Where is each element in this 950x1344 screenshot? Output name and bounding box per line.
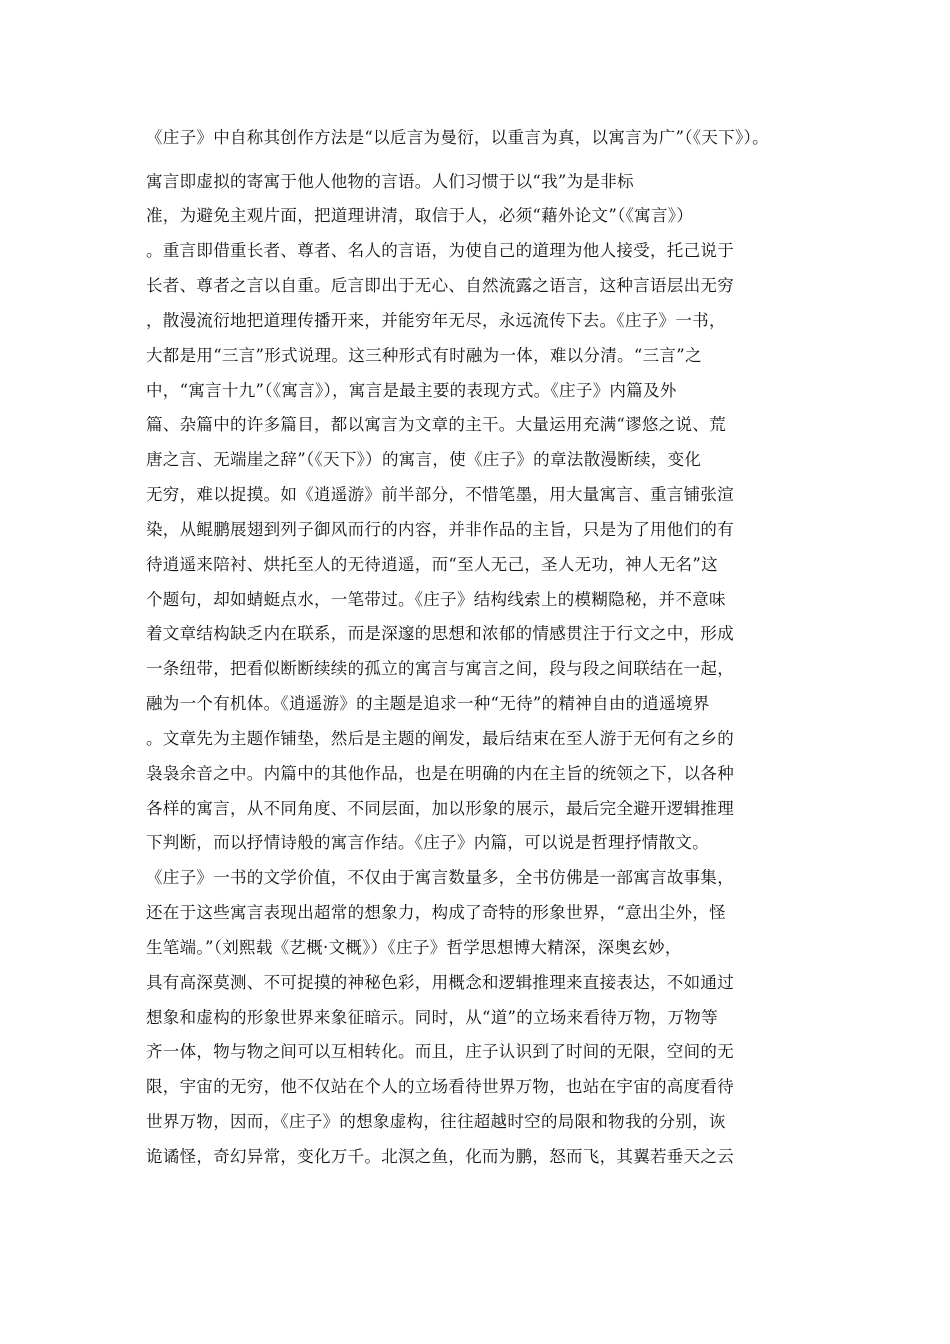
text-line: 下判断，而以抒情诗般的寓言作结。《庄子》内篇，可以说是哲理抒情散文。	[146, 833, 709, 852]
text-line: 个题句，却如蜻蜓点水，一笔带过。《庄子》结构线索上的模糊隐秘，并不意味	[146, 590, 726, 609]
text-line: 还在于这些寓言表现出超常的想象力，构成了奇特的形象世界，“意出尘外，怪	[146, 903, 726, 922]
text-line: 限，宇宙的无穷，他不仅站在个人的立场看待世界万物，也站在宇宙的高度看待	[146, 1077, 734, 1096]
text-line: 准，为避免主观片面，把道理讲清，取信于人，必须“藉外论文”（《寓言》）	[146, 206, 694, 225]
text-line: 想象和虚构的形象世界来象征暗示。同时，从“道”的立场来看待万物，万物等	[146, 1008, 718, 1027]
text-line: 《庄子》中自称其创作方法是“以卮言为曼衍，以重言为真，以寓言为广”（《天下》）。	[146, 128, 769, 147]
text-line: 大都是用“三言”形式说理。这三种形式有时融为一体，难以分清。“三言”之	[146, 346, 702, 365]
text-line: 无穷，难以捉摸。如《逍遥游》前半部分，不惜笔墨，用大量寓言、重言铺张渲	[146, 485, 734, 504]
text-line: 待逍遥来陪衬、烘托至人的无待逍遥，而“至人无己，圣人无功，神人无名”这	[146, 555, 718, 574]
text-line: 各样的寓言，从不同角度、不同层面，加以形象的展示，最后完全避开逻辑推理	[146, 799, 734, 818]
text-line: 篇、杂篇中的许多篇目，都以寓言为文章的主干。大量运用充满“谬悠之说、荒	[146, 415, 726, 434]
text-line: 世界万物，因而，《庄子》的想象虚构，往往超越时空的局限和物我的分别，诙	[146, 1112, 726, 1131]
text-line: 诡谲怪，奇幻异常，变化万千。北溟之鱼，化而为鹏，怒而飞，其翼若垂天之云	[146, 1147, 734, 1166]
text-line: 中，“寓言十九”（《寓言》），寓言是最主要的表现方式。《庄子》内篇及外	[146, 381, 677, 400]
text-line: 唐之言、无端崖之辞”（《天下》）的寓言，使《庄子》的章法散漫断续，变化	[146, 450, 702, 469]
text-line: 长者、尊者之言以自重。卮言即出于无心、自然流露之语言，这种言语层出无穷	[146, 276, 734, 295]
text-line: 融为一个有机体。《逍遥游》的主题是追求一种“无待”的精神自由的逍遥境界	[146, 694, 710, 713]
text-line: 寓言即虚拟的寄寓于他人他物的言语。人们习惯于以“我”为是非标	[146, 172, 634, 191]
text-line: 《庄子》一书的文学价值，不仅由于寓言数量多，全书仿佛是一部寓言故事集，	[146, 868, 734, 887]
text-line: 齐一体，物与物之间可以互相转化。而且，庄子认识到了时间的无限，空间的无	[146, 1042, 734, 1061]
text-line: 生笔端。”（刘熙载《艺概·文概》）《庄子》哲学思想博大精深，深奥玄妙，	[146, 938, 682, 957]
text-line: 一条纽带，把看似断断续续的孤立的寓言与寓言之间，段与段之间联结在一起，	[146, 659, 734, 678]
text-line: ，散漫流衍地把道理传播开来，并能穷年无尽，永远流传下去。《庄子》一书，	[146, 311, 726, 330]
text-line: 染，从鲲鹏展翅到列子御风而行的内容，并非作品的主旨，只是为了用他们的有	[146, 520, 734, 539]
text-line: 具有高深莫测、不可捉摸的神秘色彩，用概念和逻辑推理来直接表达，不如通过	[146, 973, 734, 992]
text-line: 袅袅余音之中。内篇中的其他作品，也是在明确的内在主旨的统领之下，以各种	[146, 764, 734, 783]
text-line: 着文章结构缺乏内在联系，而是深邃的思想和浓郁的情感贯注于行文之中，形成	[146, 624, 734, 643]
text-line: 。重言即借重长者、尊者、名人的言语，为使自己的道理为他人接受，托己说于	[146, 241, 734, 260]
text-line: 。文章先为主题作铺垫，然后是主题的阐发，最后结束在至人游于无何有之乡的	[146, 729, 734, 748]
